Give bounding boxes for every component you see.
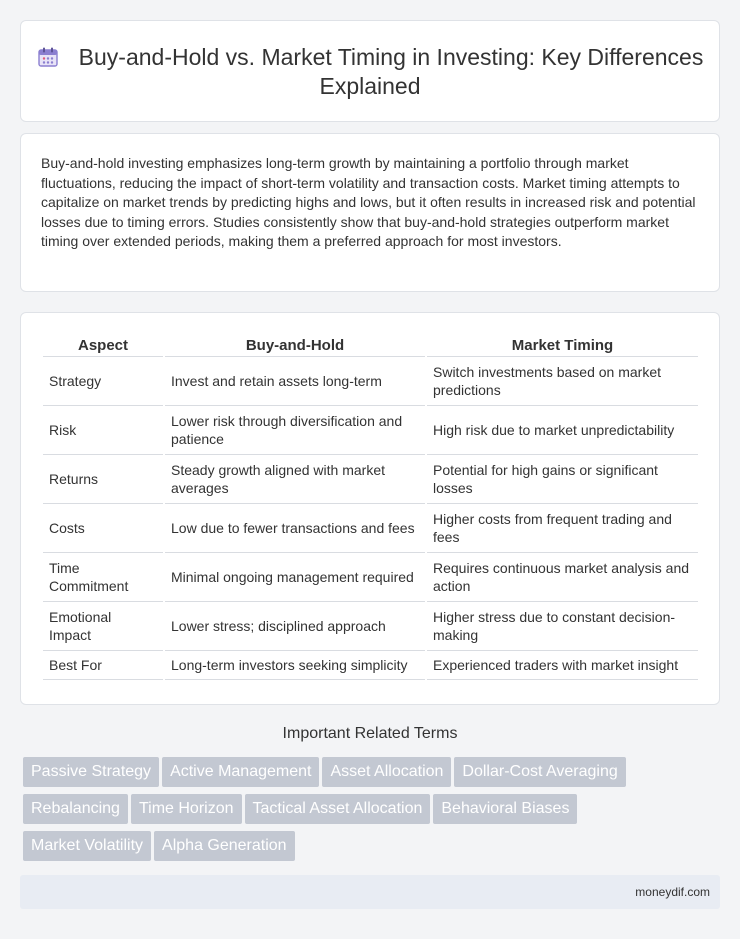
buy-and-hold-cell: Lower risk through diversification and patience (165, 406, 425, 455)
aspect-cell: Strategy (43, 357, 163, 406)
table-row (43, 651, 698, 680)
aspect-cell: Time Commitment (43, 553, 163, 602)
aspect-cell: Risk (43, 406, 163, 455)
related-terms-list (23, 757, 723, 868)
buy-and-hold-cell: Lower stress; disciplined approach (165, 602, 425, 651)
intro-paragraph: Buy-and-hold investing emphasizes long-term growth by maintaining a portfolio through market fluctuations, reducing the impact of short-term volatility and transaction costs. Market timing attempts to capitalize on market trends by predicting highs and lows, but it often results in increased risk and potential losses due to timing errors. Studies consistently show that buy-and-hold strategies outperform market timing over extended periods, making them a preferred approach for most investors. (41, 155, 696, 250)
buy-and-hold-cell: Minimal ongoing management required (165, 553, 425, 602)
market-timing-cell: Higher costs from frequent trading and fees (427, 504, 698, 553)
footer (20, 875, 720, 909)
table-row (43, 602, 698, 651)
table-row (43, 357, 698, 406)
comparison-table (41, 335, 700, 680)
footer-site[interactable]: moneydif.com (635, 885, 710, 899)
market-timing-cell: Higher stress due to constant decision-making (427, 602, 698, 651)
tag-market-volatility[interactable]: Market Volatility (23, 831, 151, 861)
tag-rebalancing[interactable]: Rebalancing (23, 794, 128, 824)
tag-tactical-asset-allocation[interactable]: Tactical Asset Allocation (245, 794, 431, 824)
market-timing-cell: Potential for high gains or significant losses (427, 455, 698, 504)
buy-and-hold-cell: Long-term investors seeking simplicity (165, 651, 425, 680)
table-row (43, 455, 698, 504)
page-title (21, 43, 719, 101)
tag-time-horizon[interactable]: Time Horizon (131, 794, 242, 824)
aspect-cell: Returns (43, 455, 163, 504)
market-timing-cell: Switch investments based on market predictions (427, 357, 698, 406)
tag-passive-strategy[interactable]: Passive Strategy (23, 757, 159, 787)
buy-and-hold-cell: Invest and retain assets long-term (165, 357, 425, 406)
aspect-cell: Best For (43, 651, 163, 680)
market-timing-cell: High risk due to market unpredictability (427, 406, 698, 455)
tag-alpha-generation[interactable]: Alpha Generation (154, 831, 295, 861)
tag-behavioral-biases[interactable]: Behavioral Biases (433, 794, 577, 824)
related-terms-title: Important Related Terms (282, 725, 458, 742)
market-timing-cell: Requires continuous market analysis and action (427, 553, 698, 602)
market-timing-cell: Experienced traders with market insight (427, 651, 698, 680)
page-title-text: Buy-and-Hold vs. Market Timing in Investing: Key Differences Explained (78, 44, 704, 99)
buy-and-hold-cell: Low due to fewer transactions and fees (165, 504, 425, 553)
buy-and-hold-cell: Steady growth aligned with market averages (165, 455, 425, 504)
header-buy-and-hold: Buy-and-Hold (165, 335, 425, 357)
title-card (20, 20, 720, 122)
table-row (43, 504, 698, 553)
intro-card (20, 133, 720, 292)
calendar-icon (37, 46, 59, 68)
table-row (43, 553, 698, 602)
tag-dollar-cost-averaging[interactable]: Dollar-Cost Averaging (454, 757, 625, 787)
tag-active-management[interactable]: Active Management (162, 757, 319, 787)
table-row (43, 406, 698, 455)
header-aspect: Aspect (43, 335, 163, 357)
comparison-card (20, 312, 720, 705)
tag-asset-allocation[interactable]: Asset Allocation (322, 757, 451, 787)
aspect-cell: Costs (43, 504, 163, 553)
aspect-cell: Emotional Impact (43, 602, 163, 651)
table-header-row (43, 335, 698, 357)
header-market-timing: Market Timing (427, 335, 698, 357)
